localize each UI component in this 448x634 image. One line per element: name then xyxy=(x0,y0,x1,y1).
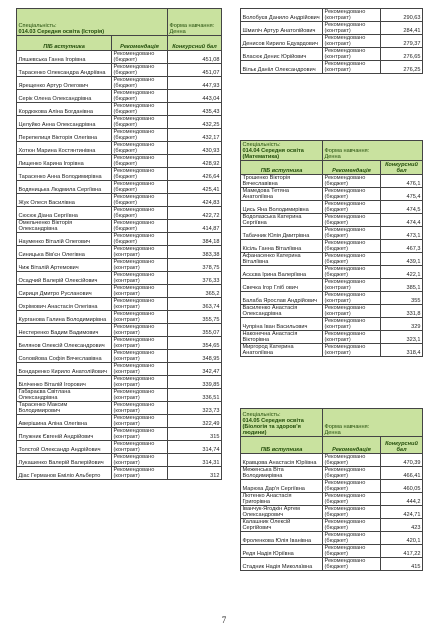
spec-table-history xyxy=(16,8,222,480)
spec-table-biology xyxy=(240,408,423,571)
recommendation: Рекомендовано (бюджет) xyxy=(112,64,168,77)
competitive-score: 312 xyxy=(168,467,222,480)
competitive-score: 420,1 xyxy=(381,532,423,545)
competitive-score: 284,41 xyxy=(381,22,423,35)
table-row xyxy=(17,129,222,142)
table-row xyxy=(241,344,423,357)
recommendation: Рекомендовано (контракт) xyxy=(112,363,168,376)
competitive-score: 460,05 xyxy=(381,480,423,493)
applicant-name: Лукашенко Валерій Валерійович xyxy=(17,454,112,467)
applicant-name: Водяницька Людмила Сергіївна xyxy=(17,181,112,194)
applicant-name: Жук Олеся Василівна xyxy=(17,194,112,207)
spec-table-math xyxy=(240,140,423,357)
applicant-name: Науменко Віталій Олегович xyxy=(17,233,112,246)
table-row xyxy=(241,454,423,467)
competitive-score: 323,73 xyxy=(168,402,222,415)
table-row xyxy=(241,188,423,201)
applicant-name: Курганова Галина Володимирівна xyxy=(17,311,112,324)
competitive-score: 475,4 xyxy=(381,188,423,201)
column-header-score: Конкурсний бал xyxy=(381,437,423,454)
table-row xyxy=(241,35,423,48)
competitive-score: 318,4 xyxy=(381,344,423,357)
competitive-score: 425,41 xyxy=(168,181,222,194)
table-row xyxy=(241,493,423,506)
form-value: Денна xyxy=(324,154,341,160)
competitive-score: 439,1 xyxy=(381,253,423,266)
applicant-name: Тарасенко Максим Володимирович xyxy=(17,402,112,415)
table-row xyxy=(17,168,222,181)
recommendation: Рекомендовано (контракт) xyxy=(323,318,381,331)
recommendation: Рекомендовано (контракт) xyxy=(112,454,168,467)
applicant-name: Шмиліч Артур Анатолійович xyxy=(241,22,323,35)
recommendation: Рекомендовано (контракт) xyxy=(112,311,168,324)
table-row xyxy=(17,259,222,272)
applicant-name: Хотюн Марина Костянтинівна xyxy=(17,142,112,155)
table-row xyxy=(241,545,423,558)
applicant-name: Тарасенко Олександра Андріївна xyxy=(17,64,112,77)
applicant-name: Нестеренко Вадим Вадимович xyxy=(17,324,112,337)
spec-header-cell xyxy=(17,9,168,36)
table-row xyxy=(241,532,423,545)
spec-header-cell xyxy=(241,409,323,437)
table-row xyxy=(17,233,222,246)
competitive-score: 348,95 xyxy=(168,350,222,363)
table-row xyxy=(17,454,222,467)
table-row xyxy=(17,285,222,298)
applicant-name: Іванчук-Ягодкін Артем Олександрович xyxy=(241,506,323,519)
applicant-name: Свечка Ігор Гліб ович xyxy=(241,279,323,292)
table-row xyxy=(17,441,222,454)
competitive-score: 417,22 xyxy=(381,545,423,558)
table-row xyxy=(241,227,423,240)
column-header-rec: Рекомендація xyxy=(323,437,381,454)
recommendation: Рекомендовано (контракт) xyxy=(112,350,168,363)
recommendation: Рекомендовано (контракт) xyxy=(112,259,168,272)
recommendation: Рекомендовано (контракт) xyxy=(112,389,168,402)
spec-code-name: 014.03 Середня освіта (Історія) xyxy=(18,29,105,35)
table-row xyxy=(17,220,222,233)
table-row xyxy=(241,279,423,292)
table-row xyxy=(17,337,222,350)
competitive-score: 447,93 xyxy=(168,77,222,90)
table-row xyxy=(17,428,222,441)
recommendation: Рекомендовано (контракт) xyxy=(323,22,381,35)
table-row xyxy=(241,214,423,227)
applicant-name: Сириця Дмитро Русланович xyxy=(17,285,112,298)
table-row xyxy=(241,9,423,22)
table-row xyxy=(241,558,423,571)
competitive-score: 365,2 xyxy=(168,285,222,298)
table-row xyxy=(241,305,423,318)
recommendation: Рекомендовано (контракт) xyxy=(323,9,381,22)
competitive-score: 384,18 xyxy=(168,233,222,246)
recommendation: Рекомендовано (бюджет) xyxy=(112,233,168,246)
applicant-name: Денисов Кирило Едуардович xyxy=(241,35,323,48)
recommendation: Рекомендовано (бюджет) xyxy=(323,266,381,279)
applicant-name: Стадник Надія Миколаївна xyxy=(241,558,323,571)
table-row xyxy=(241,318,423,331)
competitive-score: 279,37 xyxy=(381,35,423,48)
table-row xyxy=(17,363,222,376)
competitive-score: 451,07 xyxy=(168,64,222,77)
applicant-name: Ляшевська Ганна Ігорівна xyxy=(17,51,112,64)
applicant-name: Осадчий Валерій Олексійович xyxy=(17,272,112,285)
competitive-score: 329 xyxy=(381,318,423,331)
recommendation: Рекомендовано (бюджет) xyxy=(323,532,381,545)
competitive-score: 354,65 xyxy=(168,337,222,350)
recommendation: Рекомендовано (бюджет) xyxy=(323,201,381,214)
competitive-score: 376,33 xyxy=(168,272,222,285)
applicant-name: Толстой Олександр Андрійович xyxy=(17,441,112,454)
applicant-name: Асєєва Ірина Валеріївна xyxy=(241,266,323,279)
competitive-score: 276,25 xyxy=(381,61,423,74)
recommendation: Рекомендовано (бюджет) xyxy=(112,129,168,142)
competitive-score: 473,1 xyxy=(381,227,423,240)
applicant-name: Марюха Дар'я Сергіївна xyxy=(241,480,323,493)
column-header-name: ПІБ вступника xyxy=(241,437,323,454)
table-row xyxy=(17,402,222,415)
applicant-name: Волобуєв Данило Андрійович xyxy=(241,9,323,22)
competitive-score: 432,25 xyxy=(168,116,222,129)
recommendation: Рекомендовано (бюджет) xyxy=(323,558,381,571)
column-header-name: ПІБ вступника xyxy=(17,36,112,51)
competitive-score: 314,31 xyxy=(168,454,222,467)
applicant-name: Біліченко Віталій Ігорович xyxy=(17,376,112,389)
table-row xyxy=(17,155,222,168)
competitive-score: 451,08 xyxy=(168,51,222,64)
spec-code-name: 014.04 Середня освіта (Математика) xyxy=(242,148,304,160)
table-row xyxy=(17,207,222,220)
recommendation: Рекомендовано (контракт) xyxy=(112,285,168,298)
table-row xyxy=(17,350,222,363)
recommendation: Рекомендовано (контракт) xyxy=(323,331,381,344)
competitive-score: 415 xyxy=(381,558,423,571)
applicant-name: Аверішина Аліна Олегівна xyxy=(17,415,112,428)
spec-header-cell xyxy=(241,141,323,161)
applicant-name: Соловйова Софія Вячеславівна xyxy=(17,350,112,363)
recommendation: Рекомендовано (контракт) xyxy=(112,441,168,454)
recommendation: Рекомендовано (бюджет) xyxy=(112,194,168,207)
recommendation: Рекомендовано (бюджет) xyxy=(112,51,168,64)
applicant-name: Діас Германов Еміліо Альберто xyxy=(17,467,112,480)
table-row xyxy=(17,194,222,207)
competitive-score: 355 xyxy=(381,292,423,305)
column-header-rec: Рекомендація xyxy=(112,36,168,51)
table-row xyxy=(17,246,222,259)
recommendation: Рекомендовано (контракт) xyxy=(112,324,168,337)
applicant-name: Миргород Катерина Анатоліївна xyxy=(241,344,323,357)
recommendation: Рекомендовано (бюджет) xyxy=(323,214,381,227)
table-row xyxy=(17,181,222,194)
table-row xyxy=(241,519,423,532)
recommendation: Рекомендовано (бюджет) xyxy=(323,519,381,532)
table-row xyxy=(17,376,222,389)
recommendation: Рекомендовано (контракт) xyxy=(323,35,381,48)
applicant-name: Вільк Данііл Олександрович xyxy=(241,61,323,74)
recommendation: Рекомендовано (бюджет) xyxy=(112,116,168,129)
table-row xyxy=(241,240,423,253)
competitive-score: 322,49 xyxy=(168,415,222,428)
recommendation: Рекомендовано (бюджет) xyxy=(323,480,381,493)
table-row xyxy=(17,415,222,428)
table-row xyxy=(17,90,222,103)
recommendation: Рекомендовано (бюджет) xyxy=(112,220,168,233)
competitive-score: 355,75 xyxy=(168,311,222,324)
applicant-name: Кісіль Ганна Віталіївна xyxy=(241,240,323,253)
form-label: Форма навчання: xyxy=(169,23,215,29)
applicant-name: Серік Олена Олександрівна xyxy=(17,90,112,103)
recommendation: Рекомендовано (контракт) xyxy=(323,305,381,318)
competitive-score: 290,63 xyxy=(381,9,423,22)
applicant-name: Кордюкова Аліна Богданівна xyxy=(17,103,112,116)
spec-label: Спеціальність: xyxy=(242,412,281,418)
competitive-score: 426,64 xyxy=(168,168,222,181)
recommendation: Рекомендовано (бюджет) xyxy=(112,77,168,90)
competitive-score: 378,75 xyxy=(168,259,222,272)
table-row xyxy=(241,175,423,188)
recommendation: Рекомендовано (контракт) xyxy=(112,467,168,480)
table-row xyxy=(17,64,222,77)
table-row xyxy=(241,506,423,519)
applicant-name: Трошенко Вікторія Вячеславівна xyxy=(241,175,323,188)
recommendation: Рекомендовано (бюджет) xyxy=(112,181,168,194)
table-row xyxy=(17,311,222,324)
recommendation: Рекомендовано (бюджет) xyxy=(112,207,168,220)
competitive-score: 315 xyxy=(168,428,222,441)
recommendation: Рекомендовано (контракт) xyxy=(112,428,168,441)
table-row xyxy=(241,201,423,214)
recommendation: Рекомендовано (бюджет) xyxy=(323,253,381,266)
form-value: Денна xyxy=(169,29,186,35)
table-row xyxy=(241,467,423,480)
competitive-score: 435,43 xyxy=(168,103,222,116)
competitive-score: 422,72 xyxy=(168,207,222,220)
table-row xyxy=(241,292,423,305)
table-row xyxy=(17,142,222,155)
competitive-score: 474,5 xyxy=(381,201,423,214)
applicant-name: Перепелиця Вікторія Олегівна xyxy=(17,129,112,142)
applicant-name: Водолазська Катерина Сергіївна xyxy=(241,214,323,227)
form-label: Форма навчання: xyxy=(324,148,370,154)
applicant-name: Власюк Денис Юрійович xyxy=(241,48,323,61)
competitive-score: 323,1 xyxy=(381,331,423,344)
recommendation: Рекомендовано (контракт) xyxy=(323,279,381,292)
competitive-score: 414,87 xyxy=(168,220,222,233)
applicant-name: Лищенко Карина Ігорівна xyxy=(17,155,112,168)
table-row xyxy=(241,266,423,279)
recommendation: Рекомендовано (бюджет) xyxy=(112,90,168,103)
recommendation: Рекомендовано (бюджет) xyxy=(323,454,381,467)
form-value: Денна xyxy=(324,430,341,436)
applicant-name: Бондаренко Кирило Анатолійович xyxy=(17,363,112,376)
recommendation: Рекомендовано (контракт) xyxy=(323,292,381,305)
competitive-score: 355,07 xyxy=(168,324,222,337)
applicant-name: Синицька Вів'єн Олегівна xyxy=(17,246,112,259)
applicant-name: Цись Яна Володимирівна xyxy=(241,201,323,214)
table-row xyxy=(241,253,423,266)
competitive-score: 363,74 xyxy=(168,298,222,311)
spec-table-history-continued xyxy=(240,8,423,74)
recommendation: Рекомендовано (контракт) xyxy=(112,402,168,415)
recommendation: Рекомендовано (контракт) xyxy=(112,246,168,259)
applicant-name: Омельченко Вікторія Олександрівна xyxy=(17,220,112,233)
form-label: Форма навчання: xyxy=(324,424,370,430)
recommendation: Рекомендовано (контракт) xyxy=(112,376,168,389)
recommendation: Рекомендовано (контракт) xyxy=(323,61,381,74)
table-row xyxy=(17,116,222,129)
recommendation: Рекомендовано (бюджет) xyxy=(323,493,381,506)
competitive-score: 443,04 xyxy=(168,90,222,103)
column-header-score: Конкурсний бал xyxy=(168,36,222,51)
applicant-name: Балаба Ярослав Андрійович xyxy=(241,292,323,305)
table-row xyxy=(17,389,222,402)
competitive-score: 342,47 xyxy=(168,363,222,376)
recommendation: Рекомендовано (контракт) xyxy=(323,344,381,357)
form-header-cell xyxy=(323,141,423,161)
competitive-score: 467,3 xyxy=(381,240,423,253)
competitive-score: 385,1 xyxy=(381,279,423,292)
applicant-name: Охрімович Анастасія Олегівна xyxy=(17,298,112,311)
recommendation: Рекомендовано (контракт) xyxy=(112,337,168,350)
competitive-score: 331,8 xyxy=(381,305,423,318)
applicant-name: Лютенко Анастасія Григорівна xyxy=(241,493,323,506)
recommendation: Рекомендовано (бюджет) xyxy=(323,188,381,201)
table-row xyxy=(241,331,423,344)
competitive-score: 276,65 xyxy=(381,48,423,61)
table-row xyxy=(17,103,222,116)
table-row xyxy=(241,22,423,35)
competitive-score: 424,83 xyxy=(168,194,222,207)
competitive-score: 444,2 xyxy=(381,493,423,506)
recommendation: Рекомендовано (бюджет) xyxy=(323,227,381,240)
spec-label: Спеціальність: xyxy=(242,142,281,148)
applicant-name: Тарасенко Анна Володимирівна xyxy=(17,168,112,181)
competitive-score: 424,71 xyxy=(381,506,423,519)
competitive-score: 476,1 xyxy=(381,175,423,188)
form-header-cell xyxy=(168,9,222,36)
competitive-score: 466,41 xyxy=(381,467,423,480)
recommendation: Рекомендовано (контракт) xyxy=(323,48,381,61)
table-row xyxy=(17,272,222,285)
applicant-name: Белянов Олексій Олександрович xyxy=(17,337,112,350)
form-header-cell xyxy=(323,409,423,437)
page-number: 7 xyxy=(221,615,227,625)
applicant-name: Чиж Віталій Артемович xyxy=(17,259,112,272)
spec-label: Спеціальність: xyxy=(18,23,57,29)
column-header-name: ПІБ вступника xyxy=(241,161,323,175)
applicant-name: Габараєва Світлана Олександрівна xyxy=(17,389,112,402)
table-row xyxy=(241,480,423,493)
recommendation: Рекомендовано (бюджет) xyxy=(323,467,381,480)
applicant-name: Ярещенко Артур Олегович xyxy=(17,77,112,90)
competitive-score: 430,93 xyxy=(168,142,222,155)
applicant-name: Сюсюк Діана Сергіївна xyxy=(17,207,112,220)
competitive-score: 314,74 xyxy=(168,441,222,454)
spec-code-name: 014.05 Середня освіта (Біологія та здоров'я людини) xyxy=(242,418,304,436)
applicant-name: Фроленкова Юлія Іванівна xyxy=(241,532,323,545)
table-row xyxy=(17,324,222,337)
table-row xyxy=(241,48,423,61)
applicant-name: Меженська Віта Володимирівна xyxy=(241,467,323,480)
recommendation: Рекомендовано (бюджет) xyxy=(323,506,381,519)
applicant-name: Редя Надія Юріївна xyxy=(241,545,323,558)
applicant-name: Чупріна Іван Васильович xyxy=(241,318,323,331)
competitive-score: 470,39 xyxy=(381,454,423,467)
recommendation: Рекомендовано (контракт) xyxy=(112,415,168,428)
recommendation: Рекомендовано (бюджет) xyxy=(323,545,381,558)
table-row xyxy=(241,61,423,74)
competitive-score: 423 xyxy=(381,519,423,532)
recommendation: Рекомендовано (контракт) xyxy=(112,298,168,311)
applicant-name: Калашник Олексій Сергійович xyxy=(241,519,323,532)
applicant-name: Василенко Анастасія Олександрівна xyxy=(241,305,323,318)
applicant-name: Кравцова Анастасія Юріївна xyxy=(241,454,323,467)
recommendation: Рекомендовано (бюджет) xyxy=(112,155,168,168)
applicant-name: Наконечна Анастасія Вікторівна xyxy=(241,331,323,344)
competitive-score: 336,51 xyxy=(168,389,222,402)
competitive-score: 474,4 xyxy=(381,214,423,227)
competitive-score: 422,1 xyxy=(381,266,423,279)
table-row xyxy=(17,77,222,90)
competitive-score: 383,38 xyxy=(168,246,222,259)
competitive-score: 432,17 xyxy=(168,129,222,142)
recommendation: Рекомендовано (контракт) xyxy=(112,272,168,285)
column-header-rec: Рекомендація xyxy=(323,161,381,175)
table-row xyxy=(17,51,222,64)
recommendation: Рекомендовано (бюджет) xyxy=(112,142,168,155)
table-row xyxy=(17,467,222,480)
competitive-score: 339,85 xyxy=(168,376,222,389)
applicant-name: Плужник Євгеній Андрійович xyxy=(17,428,112,441)
applicant-name: Целуйко Анна Олександрівна xyxy=(17,116,112,129)
table-row xyxy=(17,298,222,311)
recommendation: Рекомендовано (бюджет) xyxy=(112,168,168,181)
column-header-score: Конкурсний бал xyxy=(381,161,423,175)
applicant-name: Афанасенко Катерина Віталіївна xyxy=(241,253,323,266)
recommendation: Рекомендовано (бюджет) xyxy=(112,103,168,116)
recommendation: Рекомендовано (бюджет) xyxy=(323,240,381,253)
applicant-name: Табачник Юлія Дмитрівна xyxy=(241,227,323,240)
competitive-score: 428,92 xyxy=(168,155,222,168)
recommendation: Рекомендовано (бюджет) xyxy=(323,175,381,188)
applicant-name: Мамедова Тетяна Анатоліївна xyxy=(241,188,323,201)
